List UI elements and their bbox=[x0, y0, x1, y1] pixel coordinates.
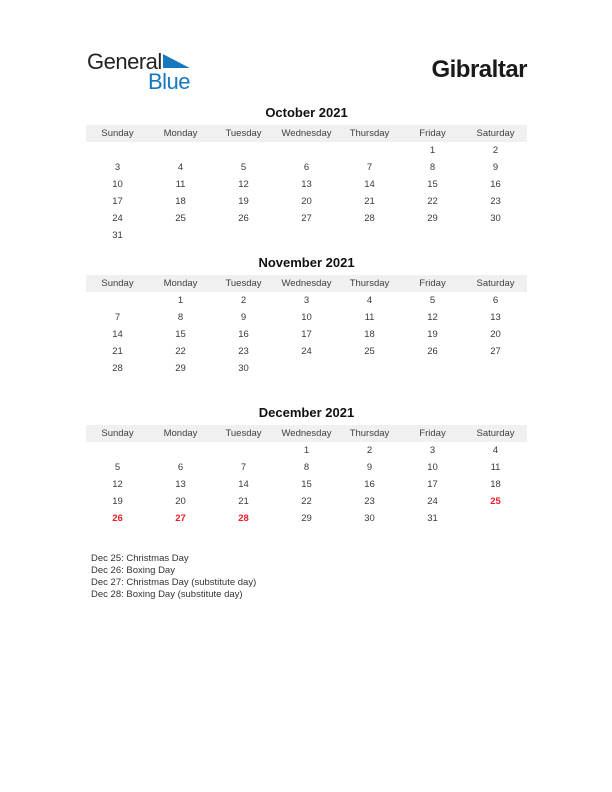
weekday-header: Wednesday bbox=[275, 275, 338, 292]
empty-day-cell bbox=[86, 442, 149, 459]
day-cell: 18 bbox=[490, 479, 501, 490]
day-cell: 1 bbox=[429, 145, 436, 156]
day-cell: 24 bbox=[301, 346, 312, 357]
weekday-header: Wednesday bbox=[275, 425, 338, 442]
week-row bbox=[86, 343, 527, 360]
day-cell: 29 bbox=[427, 213, 438, 224]
month-table bbox=[86, 425, 527, 527]
day-cell: 1 bbox=[177, 295, 184, 306]
day-cell: 30 bbox=[238, 363, 249, 374]
day-cell: 27 bbox=[175, 513, 186, 524]
week-row bbox=[86, 142, 527, 159]
day-cell: 3 bbox=[429, 445, 436, 456]
weekday-header: Tuesday bbox=[212, 275, 275, 292]
day-cell: 26 bbox=[112, 513, 123, 524]
day-cell: 26 bbox=[427, 346, 438, 357]
day-cell: 12 bbox=[238, 179, 249, 190]
day-cell: 21 bbox=[238, 496, 249, 507]
day-cell: 4 bbox=[492, 445, 499, 456]
day-cell: 8 bbox=[429, 162, 436, 173]
general-blue-logo bbox=[87, 50, 197, 94]
week-row bbox=[86, 309, 527, 326]
day-cell: 2 bbox=[240, 295, 247, 306]
day-cell: 22 bbox=[175, 346, 186, 357]
day-cell: 30 bbox=[490, 213, 501, 224]
day-cell: 2 bbox=[492, 145, 499, 156]
weekday-header: Saturday bbox=[464, 125, 527, 142]
holiday-note: Dec 27: Christmas Day (substitute day) bbox=[91, 577, 257, 588]
day-cell: 14 bbox=[364, 179, 375, 190]
day-cell: 22 bbox=[427, 196, 438, 207]
day-cell: 14 bbox=[112, 329, 123, 340]
weekday-header: Wednesday bbox=[275, 125, 338, 142]
weekday-header: Tuesday bbox=[212, 425, 275, 442]
day-cell: 25 bbox=[490, 496, 501, 507]
holiday-note: Dec 26: Boxing Day bbox=[91, 565, 175, 576]
day-cell: 15 bbox=[301, 479, 312, 490]
weekday-header: Thursday bbox=[338, 275, 401, 292]
day-cell: 1 bbox=[303, 445, 310, 456]
day-cell: 23 bbox=[238, 346, 249, 357]
weekday-header: Sunday bbox=[86, 275, 149, 292]
day-cell: 28 bbox=[238, 513, 249, 524]
empty-day-cell bbox=[212, 142, 275, 159]
holiday-note: Dec 28: Boxing Day (substitute day) bbox=[91, 589, 243, 600]
empty-day-cell bbox=[275, 142, 338, 159]
empty-day-cell bbox=[464, 510, 527, 527]
day-cell: 17 bbox=[427, 479, 438, 490]
day-cell: 7 bbox=[366, 162, 373, 173]
weekday-header-row bbox=[86, 425, 527, 442]
empty-day-cell bbox=[149, 142, 212, 159]
day-cell: 20 bbox=[175, 496, 186, 507]
day-cell: 10 bbox=[427, 462, 438, 473]
week-row bbox=[86, 493, 527, 510]
day-cell: 8 bbox=[177, 312, 184, 323]
day-cell: 18 bbox=[364, 329, 375, 340]
day-cell: 3 bbox=[303, 295, 310, 306]
day-cell: 9 bbox=[492, 162, 499, 173]
day-cell: 18 bbox=[175, 196, 186, 207]
empty-day-cell bbox=[338, 360, 401, 377]
day-cell: 23 bbox=[490, 196, 501, 207]
day-cell: 14 bbox=[238, 479, 249, 490]
day-cell: 12 bbox=[427, 312, 438, 323]
empty-day-cell bbox=[275, 360, 338, 377]
day-cell: 13 bbox=[490, 312, 501, 323]
day-cell: 7 bbox=[114, 312, 121, 323]
day-cell: 15 bbox=[175, 329, 186, 340]
day-cell: 11 bbox=[364, 312, 375, 323]
weekday-header: Thursday bbox=[338, 425, 401, 442]
logo-text-general: General bbox=[87, 49, 162, 74]
empty-day-cell bbox=[338, 227, 401, 244]
day-cell: 28 bbox=[364, 213, 375, 224]
calendar-november bbox=[86, 254, 527, 377]
day-cell: 4 bbox=[366, 295, 373, 306]
page-title: Gibraltar bbox=[431, 56, 527, 83]
week-row bbox=[86, 292, 527, 309]
week-row bbox=[86, 227, 527, 244]
week-row bbox=[86, 476, 527, 493]
day-cell: 16 bbox=[238, 329, 249, 340]
day-cell: 17 bbox=[112, 196, 123, 207]
calendar-october bbox=[86, 104, 527, 244]
day-cell: 28 bbox=[112, 363, 123, 374]
month-title: December 2021 bbox=[258, 405, 355, 420]
day-cell: 16 bbox=[490, 179, 501, 190]
week-row bbox=[86, 210, 527, 227]
weekday-header: Friday bbox=[401, 275, 464, 292]
day-cell: 29 bbox=[301, 513, 312, 524]
day-cell: 27 bbox=[490, 346, 501, 357]
week-row bbox=[86, 442, 527, 459]
day-cell: 19 bbox=[112, 496, 123, 507]
day-cell: 10 bbox=[112, 179, 123, 190]
logo-text-blue: Blue bbox=[147, 69, 190, 94]
calendar-december bbox=[86, 404, 527, 527]
day-cell: 27 bbox=[301, 213, 312, 224]
empty-day-cell bbox=[464, 360, 527, 377]
day-cell: 24 bbox=[112, 213, 123, 224]
day-cell: 8 bbox=[303, 462, 310, 473]
day-cell: 9 bbox=[366, 462, 373, 473]
day-cell: 21 bbox=[364, 196, 375, 207]
day-cell: 5 bbox=[114, 462, 121, 473]
day-cell: 6 bbox=[303, 162, 310, 173]
day-cell: 23 bbox=[364, 496, 375, 507]
week-row bbox=[86, 510, 527, 527]
empty-day-cell bbox=[275, 227, 338, 244]
day-cell: 21 bbox=[112, 346, 123, 357]
week-row bbox=[86, 159, 527, 176]
day-cell: 25 bbox=[175, 213, 186, 224]
day-cell: 15 bbox=[427, 179, 438, 190]
weekday-header: Monday bbox=[149, 425, 212, 442]
empty-day-cell bbox=[149, 442, 212, 459]
day-cell: 19 bbox=[238, 196, 249, 207]
weekday-header: Monday bbox=[149, 275, 212, 292]
weekday-header: Tuesday bbox=[212, 125, 275, 142]
day-cell: 13 bbox=[175, 479, 186, 490]
month-title: November 2021 bbox=[258, 255, 355, 270]
day-cell: 5 bbox=[429, 295, 436, 306]
day-cell: 20 bbox=[490, 329, 501, 340]
empty-day-cell bbox=[149, 227, 212, 244]
day-cell: 6 bbox=[177, 462, 184, 473]
day-cell: 19 bbox=[427, 329, 438, 340]
day-cell: 20 bbox=[301, 196, 312, 207]
day-cell: 10 bbox=[301, 312, 312, 323]
day-cell: 16 bbox=[364, 479, 375, 490]
day-cell: 4 bbox=[177, 162, 184, 173]
day-cell: 31 bbox=[427, 513, 438, 524]
weekday-header-row bbox=[86, 125, 527, 142]
empty-day-cell bbox=[212, 442, 275, 459]
empty-day-cell bbox=[86, 142, 149, 159]
day-cell: 30 bbox=[364, 513, 375, 524]
holiday-note: Dec 25: Christmas Day bbox=[91, 553, 189, 564]
day-cell: 2 bbox=[366, 445, 373, 456]
month-table bbox=[86, 125, 527, 244]
day-cell: 11 bbox=[490, 462, 501, 473]
weekday-header: Sunday bbox=[86, 425, 149, 442]
weekday-header: Friday bbox=[401, 425, 464, 442]
day-cell: 17 bbox=[301, 329, 312, 340]
week-row bbox=[86, 360, 527, 377]
week-row bbox=[86, 326, 527, 343]
day-cell: 22 bbox=[301, 496, 312, 507]
weekday-header-row bbox=[86, 275, 527, 292]
day-cell: 12 bbox=[112, 479, 123, 490]
empty-day-cell bbox=[338, 142, 401, 159]
weekday-header: Sunday bbox=[86, 125, 149, 142]
holiday-notes bbox=[91, 553, 256, 601]
weekday-header: Saturday bbox=[464, 425, 527, 442]
blue-triangle-flag-icon bbox=[163, 54, 190, 68]
empty-day-cell bbox=[86, 292, 149, 309]
day-cell: 29 bbox=[175, 363, 186, 374]
day-cell: 25 bbox=[364, 346, 375, 357]
day-cell: 9 bbox=[240, 312, 247, 323]
day-cell: 3 bbox=[114, 162, 121, 173]
week-row bbox=[86, 176, 527, 193]
weekday-header: Saturday bbox=[464, 275, 527, 292]
day-cell: 11 bbox=[175, 179, 186, 190]
empty-day-cell bbox=[212, 227, 275, 244]
day-cell: 24 bbox=[427, 496, 438, 507]
month-title: October 2021 bbox=[265, 105, 348, 120]
weekday-header: Thursday bbox=[338, 125, 401, 142]
week-row bbox=[86, 459, 527, 476]
day-cell: 31 bbox=[112, 230, 123, 241]
weekday-header: Friday bbox=[401, 125, 464, 142]
day-cell: 7 bbox=[240, 462, 247, 473]
empty-day-cell bbox=[464, 227, 527, 244]
month-table bbox=[86, 275, 527, 377]
day-cell: 26 bbox=[238, 213, 249, 224]
day-cell: 13 bbox=[301, 179, 312, 190]
weekday-header: Monday bbox=[149, 125, 212, 142]
day-cell: 6 bbox=[492, 295, 499, 306]
week-row bbox=[86, 193, 527, 210]
empty-day-cell bbox=[401, 360, 464, 377]
day-cell: 5 bbox=[240, 162, 247, 173]
empty-day-cell bbox=[401, 227, 464, 244]
